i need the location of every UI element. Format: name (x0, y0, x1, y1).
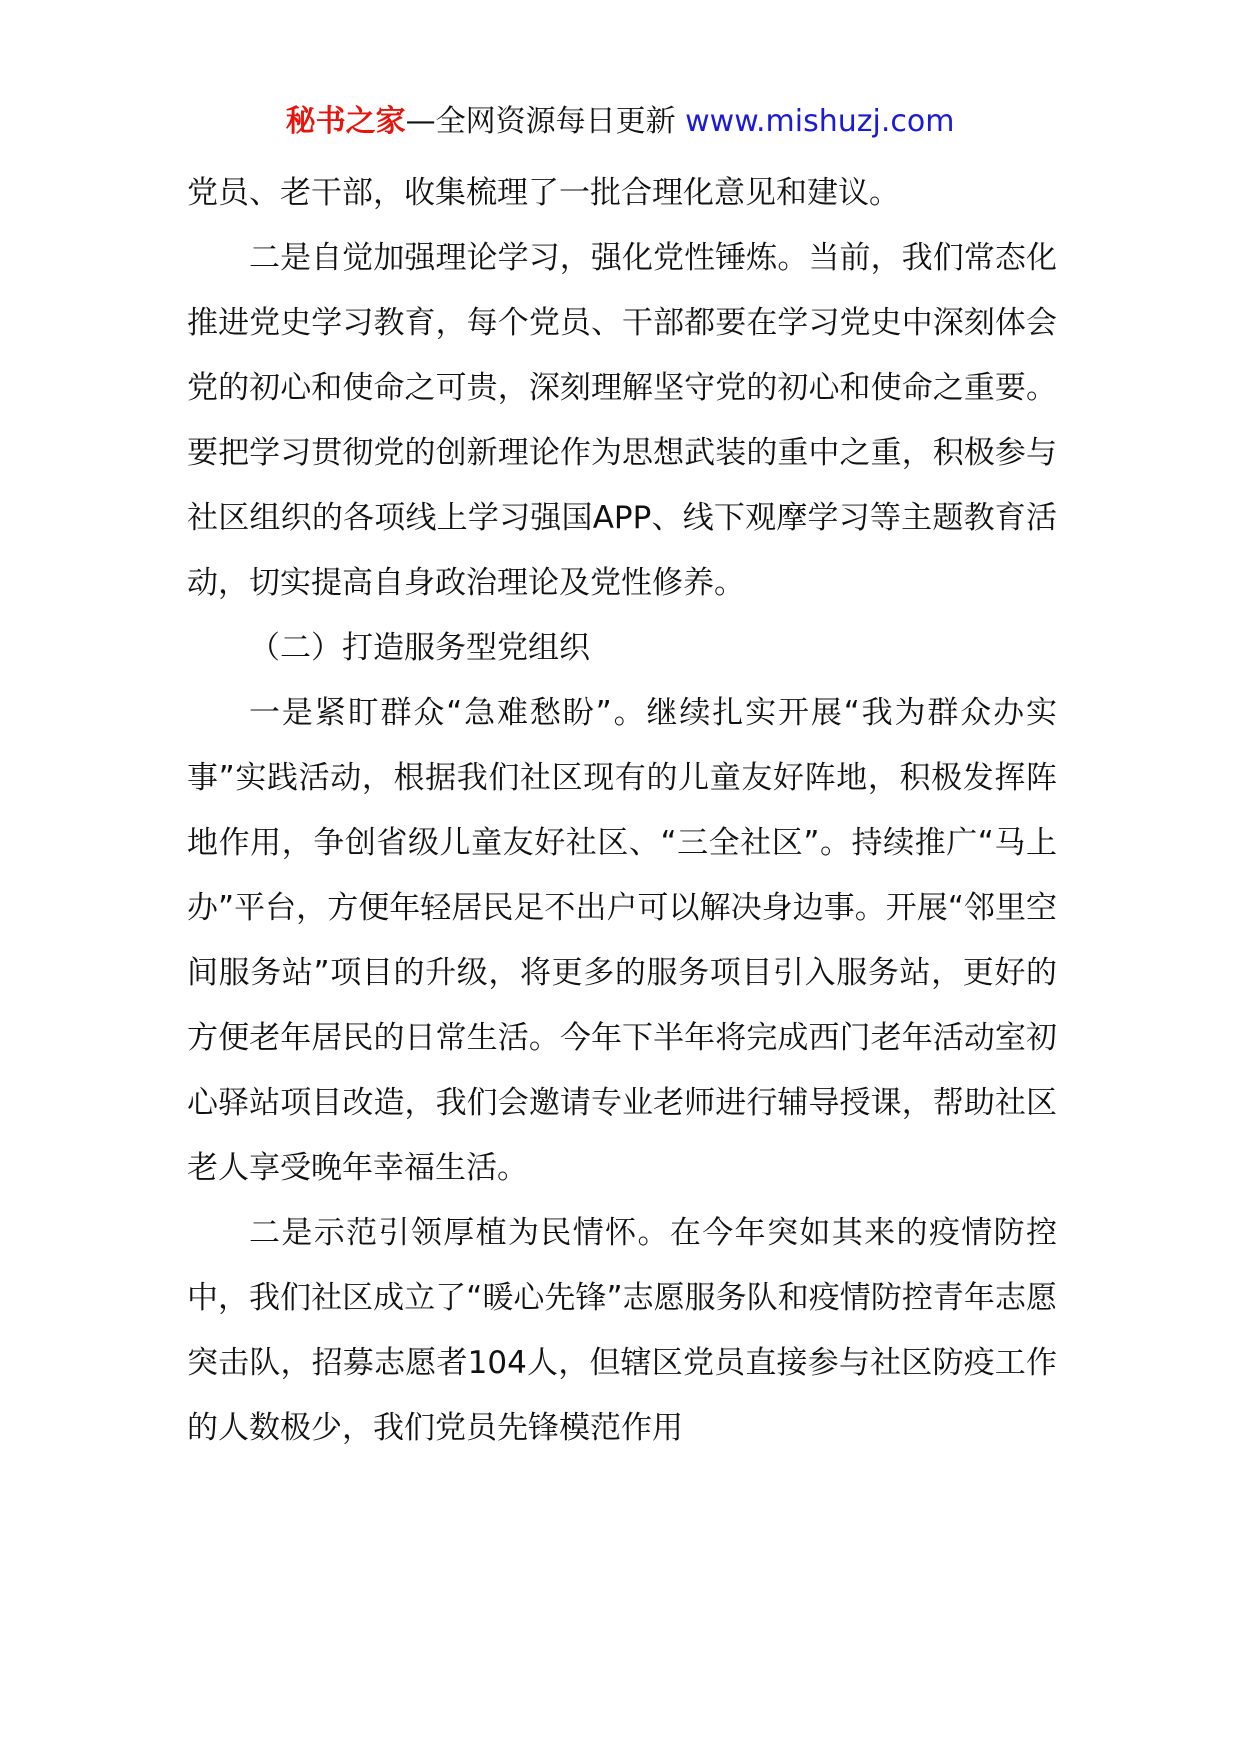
section-heading-service-party: （二）打造服务型党组织 (249, 630, 590, 666)
page-header (0, 100, 1240, 144)
brand-name: 秘书之家 (285, 104, 406, 139)
header-tagline: —全网资源每日更新 (405, 104, 676, 139)
site-url-link[interactable]: www.mishuzj.com (685, 104, 955, 139)
paragraph-continuation: 党员、老干部，收集梳理了一批合理化意见和建议。 (187, 175, 900, 211)
paragraph-theory-study: 二是自觉加强理论学习，强化党性锤炼。当前，我们常态化推进党史学习教育，每个党员、干部都要在学习党史中深刻体会党的初心和使命之可贵，深刻理解坚守党的初心和使命之重要。要把学习贯彻党的创新理论作为思想武装的重中之重，积极参与社区组织的各项线上学习强国APP、线下观摩学习等主题教育活动，切实提高自身政治理论及党性修养。 (187, 240, 1057, 601)
paragraph-public-needs: 一是紧盯群众“急难愁盼”。继续扎实开展“我为群众办实事”实践活动，根据我们社区现有的儿童友好阵地，积极发挥阵地作用，争创省级儿童友好社区、“三全社区”。持续推广“马上办”平台，方便年轻居民足不出户可以解决身边事。开展“邻里空间服务站”项目的升级，将更多的服务项目引入服务站，更好的方便老年居民的日常生活。今年下半年将完成西门老年活动室初心驿站项目改造，我们会邀请专业老师进行辅导授课，帮助社区老人享受晚年幸福生活。 (187, 695, 1057, 1186)
paragraph-demonstration: 二是示范引领厚植为民情怀。在今年突如其来的疫情防控中，我们社区成立了“暖心先锋”志愿服务队和疫情防控青年志愿突击队，招募志愿者104人，但辖区党员直接参与社区防疫工作的人数极少，我们党员先锋模范作用 (187, 1215, 1057, 1446)
document-body (187, 161, 1057, 1461)
